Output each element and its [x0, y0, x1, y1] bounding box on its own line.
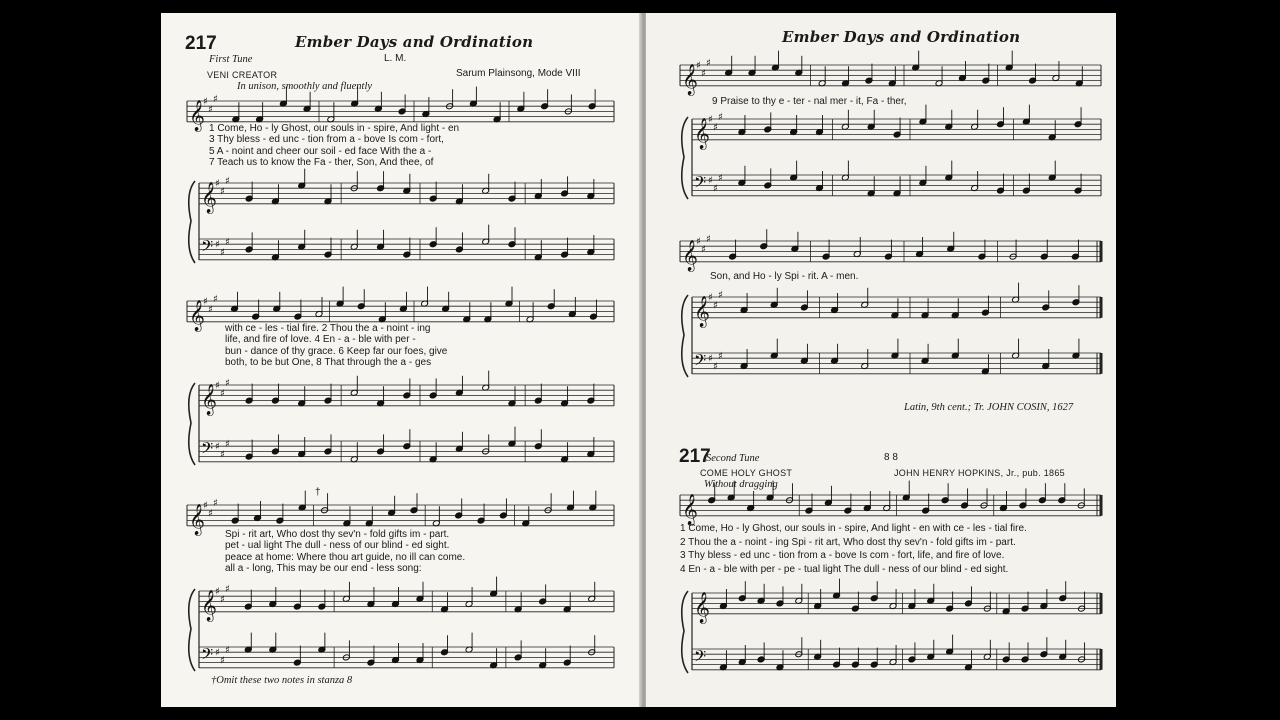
sharp-sign: ♯ [213, 293, 218, 305]
bass-clef: 𝄢 [694, 647, 707, 670]
bass-clef: 𝄢 [201, 439, 214, 462]
treble-clef: 𝄞 [694, 295, 710, 327]
sharp-sign: ♯ [220, 655, 225, 667]
sharp-sign: ♯ [696, 236, 701, 248]
sharp-sign: ♯ [220, 388, 225, 400]
sharp-sign: ♯ [708, 175, 713, 187]
treble-clef: 𝄞 [694, 117, 710, 149]
treble-clef: 𝄞 [682, 493, 698, 525]
brace [189, 589, 195, 671]
sharp-sign: ♯ [215, 178, 220, 190]
sharp-sign: ♯ [713, 300, 718, 312]
accompaniment-grand-staff [646, 13, 1116, 707]
sharp-sign: ♯ [215, 239, 220, 251]
tune-label: First Tune [209, 54, 253, 65]
sharp-sign: ♯ [713, 122, 718, 134]
tune-source: Sarum Plainsong, Mode VIII [456, 68, 581, 79]
sharp-sign: ♯ [225, 439, 230, 451]
sharp-sign: ♯ [701, 68, 706, 80]
sharp-sign: ♯ [713, 183, 718, 195]
sharp-sign: ♯ [706, 233, 711, 245]
sharp-sign: ♯ [203, 296, 208, 308]
bass-clef: 𝄢 [201, 645, 214, 668]
performance-direction: Without dragging [704, 479, 778, 490]
left-page [161, 13, 644, 707]
sharp-sign: ♯ [215, 647, 220, 659]
sharp-sign: ♯ [718, 351, 723, 363]
treble-clef: 𝄞 [201, 589, 217, 621]
sharp-sign: ♯ [718, 289, 723, 301]
sharp-sign: ♯ [225, 237, 230, 249]
treble-clef: 𝄞 [201, 383, 217, 415]
tune-label: Second Tune [706, 453, 760, 464]
sharp-sign: ♯ [213, 93, 218, 105]
sharp-sign: ♯ [708, 114, 713, 126]
treble-clef: 𝄞 [189, 299, 205, 331]
sharp-sign: ♯ [220, 449, 225, 461]
sharp-sign: ♯ [208, 304, 213, 316]
sharp-sign: ♯ [215, 441, 220, 453]
sharp-sign: ♯ [220, 594, 225, 606]
sharp-sign: ♯ [215, 586, 220, 598]
tune-name: COME HOLY GHOST [700, 468, 793, 478]
verses: 1 Come, Ho - ly Ghost, our souls in - spire, And light - en with ce - les - tial fire. 2 Thou the a - noint - ing Spi - rit art, Who dost thy sev'n - fold gifts im - part. 3 Thy bless - ed unc - tion from a - bove Is com - fort, life, and fire of love. 4 En - a - ble with per - pe - tual light The dull - ness of our blind - ed sight. [680, 523, 1027, 576]
sharp-sign: ♯ [708, 353, 713, 365]
sharp-sign: ♯ [225, 583, 230, 595]
sharp-sign: ♯ [706, 57, 711, 69]
right-page [646, 13, 1116, 707]
sharp-sign: ♯ [225, 175, 230, 187]
treble-clef: 𝄞 [682, 63, 698, 95]
sharp-sign: ♯ [713, 361, 718, 373]
sharp-sign: ♯ [701, 244, 706, 256]
page-title: Ember Days and Ordination [782, 28, 1021, 46]
lyrics-system-3: Spi - rit art, Who dost thy sev'n - fold gifts im - part. pet - ual light The dull - ness of our blind - ed sight. peace at home: Where thou art guide, no ill can come. all a - long, This may be our end - less song: [225, 529, 466, 574]
lyrics-system-1: 1 Come, Ho - ly Ghost, our souls in - spire, And light - en 3 Thy bless - ed unc - tion from a - bove Is com - fort, 5 A - noint and cheer our soil - ed face With the a - 7 Teach us to know the Fa - ther, Son, And thee, of [209, 123, 460, 168]
stanza-9-lyrics-b: Son, and Ho - ly Spi - rit. A - men. [710, 271, 859, 282]
performance-direction: In unison, smoothly and fluently [237, 81, 373, 92]
meter: L. M. [384, 53, 407, 64]
composer: JOHN HENRY HOPKINS, Jr., pub. 1865 [894, 468, 1065, 478]
bass-clef: 𝄢 [201, 237, 214, 260]
sharp-sign: ♯ [718, 111, 723, 123]
sharp-sign: ♯ [203, 500, 208, 512]
bass-clef: 𝄢 [694, 351, 707, 374]
sharp-sign: ♯ [718, 173, 723, 185]
treble-clef: 𝄞 [682, 239, 698, 271]
treble-clef: 𝄞 [189, 99, 205, 131]
sharp-sign: ♯ [208, 104, 213, 116]
sharp-sign: ♯ [215, 380, 220, 392]
sharp-sign: ♯ [203, 96, 208, 108]
lyrics-system-2: with ce - les - tial fire. 2 Thou the a - noint - ing life, and fire of love. 4 En - a - ble with per - bun - dance of thy grace. 6 Keep far our foes, give both, to be but One, 8 That through the a - ges [225, 323, 448, 368]
hymn-number: 217 [679, 446, 711, 467]
treble-clef: 𝄞 [694, 591, 710, 623]
sharp-sign: ♯ [213, 497, 218, 509]
sharp-sign: ♯ [220, 247, 225, 259]
treble-clef: 𝄞 [189, 503, 205, 535]
sharp-sign: ♯ [696, 60, 701, 72]
sharp-sign: ♯ [220, 186, 225, 198]
sharp-sign: ♯ [225, 377, 230, 389]
footnote: †Omit these two notes in stanza 8 [211, 675, 353, 686]
tune-name: VENI CREATOR [207, 70, 278, 80]
treble-clef: 𝄞 [201, 181, 217, 213]
accompaniment-grand-staff [161, 13, 644, 707]
sharp-sign: ♯ [208, 508, 213, 520]
hymn-number: 217 [185, 33, 217, 54]
attribution: Latin, 9th cent.; Tr. JOHN COSIN, 1627 [904, 402, 1074, 413]
meter: 8 8 [884, 452, 898, 463]
page-title: Ember Days and Ordination [295, 33, 534, 51]
stanza-9-lyrics-a: 9 Praise to thy e - ter - nal mer - it, Fa - ther, [712, 96, 907, 107]
bass-clef: 𝄢 [694, 173, 707, 196]
sharp-sign: ♯ [225, 645, 230, 657]
brace [682, 591, 688, 673]
dagger-mark: † [315, 487, 321, 498]
sharp-sign: ♯ [708, 292, 713, 304]
